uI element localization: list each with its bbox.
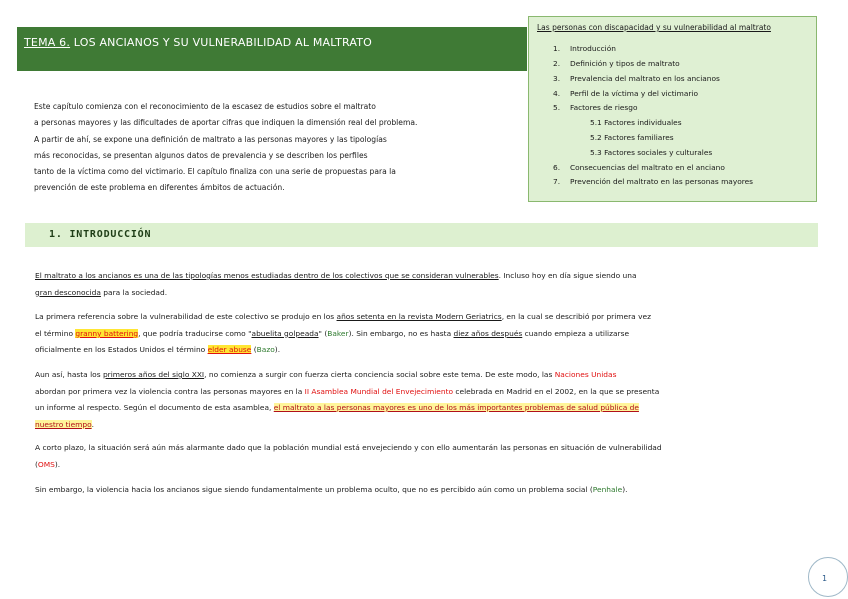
toc-subitem-5-3[interactable]: 5.3 Factores sociales y culturales (590, 148, 713, 157)
abstract-line: Este capítulo comienza con el reconocimiento de la escasez de estudios sobre el maltrato (34, 102, 376, 111)
page-number-badge (808, 557, 848, 597)
page-number: 1 (822, 574, 828, 583)
highlighted-quote: nuestro tiempo (35, 419, 92, 429)
abstract-line: prevención de este problema en diferentes ámbitos de actuación. (34, 183, 285, 193)
underlined-text: abuelita golpeada (251, 328, 319, 338)
toc-box (528, 16, 817, 202)
abstract-line: tanto de la víctima como del victimario. El capítulo finaliza con una serie de propuestas para la (34, 167, 396, 177)
citation: Bazo (256, 345, 275, 354)
citation: Penhale (592, 485, 623, 494)
toc-item-4[interactable]: 4. Perfil de la víctima y del victimario (553, 89, 699, 98)
underlined-text: El maltrato a los ancianos es una de las tipologías menos estudiadas dentro de los colectivos que se consideran vulnerables (35, 271, 499, 280)
chapter-title (24, 36, 372, 49)
toc-item-1[interactable]: 1. Introducción (553, 44, 616, 53)
underlined-text: años setenta en la revista Modern Geriatrics (336, 312, 502, 321)
toc-title: Las personas con discapacidad y su vulnerabilidad al maltrato (537, 23, 771, 32)
toc-subitem-5-1[interactable]: 5.1 Factores individuales (590, 118, 682, 127)
emphasis-term: Naciones Unidas (554, 370, 617, 379)
abstract-line: a personas mayores y las dificultades de aportar cifras que indiquen la dimensión real del problema. (34, 118, 418, 128)
toc-item-6[interactable]: 6. Consecuencias del maltrato en el anciano (553, 163, 725, 172)
toc-subitem-5-2[interactable]: 5.2 Factores familiares (590, 133, 674, 142)
paragraph-1: El maltrato a los ancianos es una de las tipologías menos estudiadas dentro de los colectivos que se consideran vulnerables. Incluso hoy en día sigue siendo una gran desconocida para la sociedad. (35, 271, 637, 297)
abstract-line: más reconocidas, se presentan algunos datos de prevalencia y se describen los perfiles (34, 150, 368, 160)
toc-item-7[interactable]: 7. Prevención del maltrato en las personas mayores (553, 177, 754, 186)
citation: Baker (327, 328, 349, 338)
paragraph-4: A corto plazo, la situación será aún más alarmante dado que la población mundial está envejeciendo y con ello aumentarán las personas en situación de vulnerabilidad (OMS). (35, 443, 662, 469)
chapter-banner (17, 27, 527, 71)
highlighted-quote: el maltrato a las personas mayores es uno de los más importantes problemas de salud pública de (273, 403, 639, 412)
toc-item-5[interactable]: 5. Factores de riesgo (553, 103, 638, 112)
section-heading: 1. INTRODUCCIÓN (49, 229, 152, 240)
highlighted-term: elder abuse (207, 345, 252, 354)
abstract-line: A partir de ahí, se expone una definición de maltrato a las personas mayores y las tipologías (34, 134, 387, 144)
chapter-label: TEMA 6. (24, 36, 71, 49)
paragraph-5: Sin embargo, la violencia hacia los ancianos sigue siendo fundamentalmente un problema oculto, que no es percibido aún como un problema social (Penhale). (35, 485, 628, 494)
paragraph-2: La primera referencia sobre la vulnerabilidad de este colectivo se produjo en los años setenta en la revista Modern Geriatrics, en la cual se describió por primera vez el término granny battering, que podría traducirse como "abuelita golpeada" (Baker). Sin embargo, no es hasta diez años después cuando empieza a utilizarse oficialmente en los Estados Unidos el término elder abuse (Bazo). (35, 312, 651, 354)
chapter-title-text: LOS ANCIANOS Y SU VULNERABILIDAD AL MALTRATO (70, 36, 373, 49)
underlined-text: primeros años del siglo XXI (102, 370, 205, 379)
underlined-text: gran desconocida (35, 287, 101, 297)
chapter-abstract (34, 99, 514, 197)
toc-item-2[interactable]: 2. Definición y tipos de maltrato (553, 59, 680, 68)
highlighted-term: granny battering (75, 328, 139, 338)
citation: OMS (37, 459, 55, 469)
underlined-text: diez años después (453, 328, 523, 338)
emphasis-term: II Asamblea Mundial del Envejecimiento (304, 386, 454, 396)
toc-item-3[interactable]: 3. Prevalencia del maltrato en los ancianos (553, 74, 720, 83)
paragraph-3: Aun así, hasta los primeros años del siglo XXI, no comienza a surgir con fuerza cierta conciencia social sobre este tema. De este modo, las Naciones Unidas abordan por primera vez la violencia contra las personas mayores en la II Asamblea Mundial del Envejecimiento celebrada en Madrid en el 2002, en la que se presenta un informe al respecto. Según el documento de esta asamblea, el maltrato a las personas mayores es uno de los más importantes problemas de salud pública de nuestro tiempo. (35, 370, 660, 429)
